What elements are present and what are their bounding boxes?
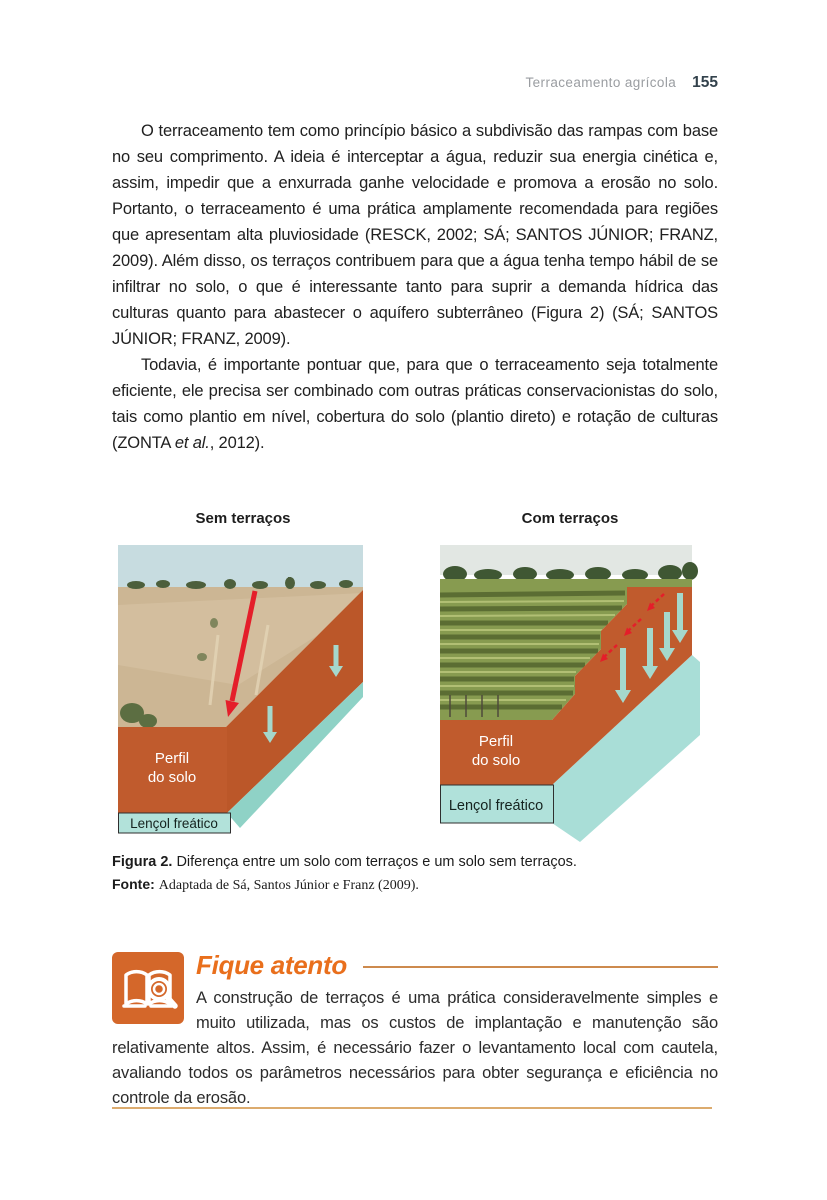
figure-caption-label: Figura 2. bbox=[112, 854, 173, 870]
page-number: 155 bbox=[692, 74, 718, 91]
page-header bbox=[112, 74, 718, 92]
paragraph-2-text: Todavia, é importante pontuar que, para que o terraceamento seja totalmente eficiente, ele precisa ser combinado com outras práticas conservacionistas do solo, tais como plantio em nível, cobertura do solo (plantio direto) e rotação de culturas (ZONTA bbox=[112, 356, 718, 452]
figure-caption bbox=[112, 851, 718, 873]
body-text bbox=[112, 118, 718, 456]
soil-profile-label-2: do solo bbox=[147, 769, 197, 786]
book-magnifier-icon bbox=[112, 952, 184, 1024]
figure-caption-block bbox=[112, 851, 718, 897]
paragraph-2 bbox=[112, 352, 718, 456]
paragraph-2-end: , 2012). bbox=[209, 434, 265, 452]
note-title: Fique atento bbox=[196, 949, 347, 980]
soil-profile-label: Perfil bbox=[478, 733, 514, 750]
figure-caption-text: Diferença entre um solo com terraços e um solo sem terraços. bbox=[176, 854, 577, 870]
figure-source bbox=[112, 873, 718, 897]
note-body: A construção de terraços é uma prática consideravelmente simples e muito utilizada, mas os custos de implantação e manutenção são relativamente altos. Assim, é necessário fazer o levantamento local com cautela, avaliando todos os parâmetros necessários para obter segurança e eficiência no controle da erosão. bbox=[112, 989, 718, 1107]
note-title-rule bbox=[363, 966, 718, 968]
soil-profile-label: Perfil bbox=[154, 750, 190, 767]
figure-2 bbox=[112, 506, 718, 842]
figure-source-text: Adaptada de Sá, Santos Júnior e Franz (2009). bbox=[158, 878, 419, 893]
section-divider-rule bbox=[112, 1107, 712, 1109]
soil-profile-label-2: do solo bbox=[471, 752, 521, 769]
figure-left-label: Sem terraços bbox=[195, 510, 291, 527]
figure-right-label: Com terraços bbox=[521, 510, 619, 527]
water-table-label: Lençol freático bbox=[448, 798, 544, 814]
note-title-row bbox=[196, 946, 718, 984]
without-terraces-diagram bbox=[118, 545, 368, 835]
figure-source-label: Fonte: bbox=[112, 876, 155, 892]
book-magnifier-glyph bbox=[112, 952, 184, 1024]
paragraph-1: O terraceamento tem como princípio básico a subdivisão das rampas com base no seu comprimento. A ideia é interceptar a água, reduzir sua energia cinética e, assim, impedir que a enxurrada ganhe velocidade e promova a erosão no solo. Portanto, o terraceamento é uma prática amplamente recomendada para regiões que apresentam alta pluviosidade (RESCK, 2002; SÁ; SANTOS JÚNIOR; FRANZ, 2009). Além disso, os terraços contribuem para que a água tenha tempo hábil de se infiltrar no solo, o que é interessante tanto para suprir a demanda hídrica das culturas quanto para abastecer o aquífero subterrâneo (Figura 2) (SÁ; SANTOS JÚNIOR; FRANZ, 2009). bbox=[112, 122, 718, 348]
figure-panel-with-terraces bbox=[440, 545, 700, 847]
running-title: Terraceamento agrícola bbox=[525, 75, 677, 90]
water-table-label: Lençol freático bbox=[130, 816, 218, 831]
attention-note-box bbox=[112, 946, 718, 1111]
figure-panel-without-terraces bbox=[118, 545, 368, 840]
paragraph-2-et-al: et al. bbox=[174, 434, 210, 452]
with-terraces-diagram bbox=[440, 545, 700, 842]
